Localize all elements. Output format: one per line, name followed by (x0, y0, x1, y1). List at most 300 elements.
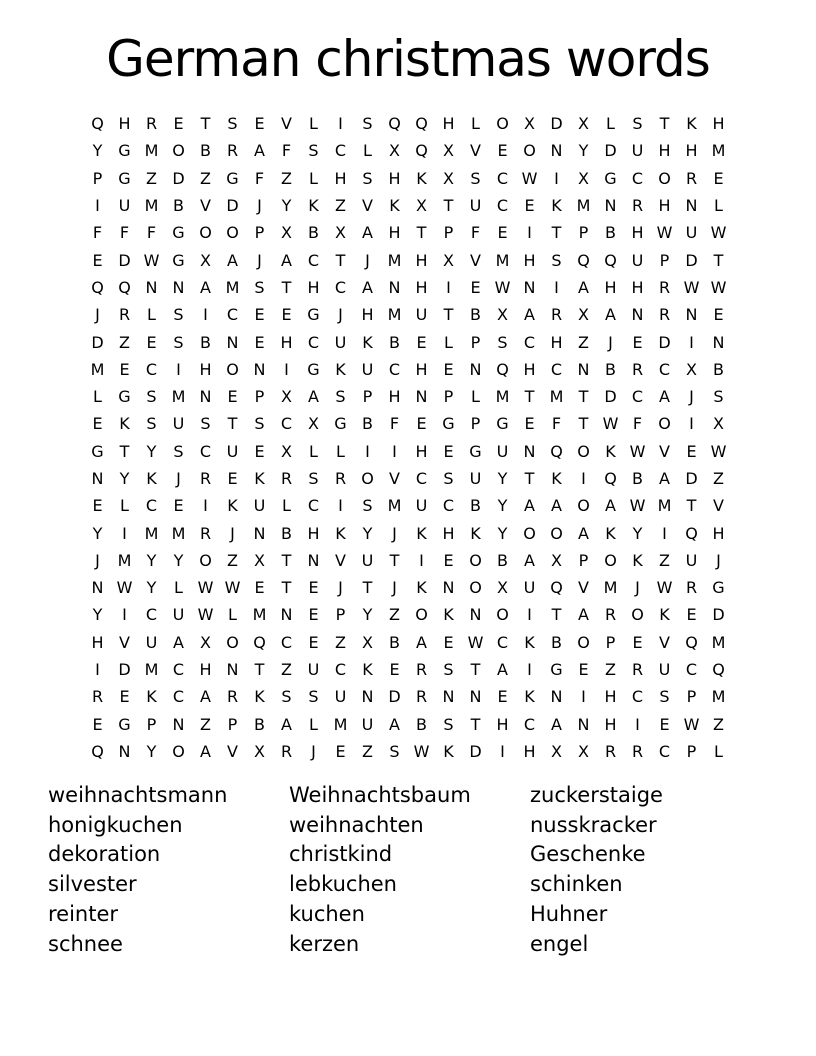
grid-cell: W (656, 223, 673, 243)
grid-cell: Z (713, 714, 724, 734)
grid-cell: I (203, 496, 208, 516)
grid-cell: V (578, 578, 589, 598)
grid-cell: K (362, 332, 373, 352)
grid-cell: B (416, 714, 427, 734)
grid-cell: I (419, 550, 424, 570)
word-item: nusskracker (530, 812, 657, 837)
grid-cell: T (281, 277, 292, 297)
grid-row (84, 383, 732, 410)
grid-cell: C (145, 496, 158, 516)
grid-cell: O (496, 114, 509, 134)
grid-cell: M (333, 714, 348, 734)
grid-cell: T (362, 578, 373, 598)
word-item: kerzen (289, 931, 360, 956)
grid-cell: X (713, 414, 724, 434)
grid-cell: C (496, 196, 509, 216)
grid-cell: X (281, 387, 292, 407)
grid-cell: H (523, 741, 536, 761)
grid-cell: Q (496, 359, 509, 379)
grid-cell: C (631, 387, 644, 407)
grid-cell: Z (335, 196, 346, 216)
grid-cell: B (605, 359, 616, 379)
grid-cell: T (335, 250, 346, 270)
grid-cell: H (631, 277, 644, 297)
grid-cell: A (524, 496, 535, 516)
grid-cell: E (227, 387, 238, 407)
grid-cell: A (605, 305, 616, 325)
grid-cell: L (363, 141, 372, 161)
grid-cell: V (470, 250, 481, 270)
grid-cell: P (443, 387, 454, 407)
grid-cell: K (146, 687, 157, 707)
grid-cell: I (392, 441, 397, 461)
grid-cell: M (144, 660, 159, 680)
grid-cell: B (281, 523, 292, 543)
grid-cell: C (550, 359, 563, 379)
grid-cell: H (415, 250, 428, 270)
grid-cell: T (578, 414, 589, 434)
word-item: Geschenke (530, 842, 646, 867)
grid-cell: B (308, 223, 319, 243)
grid-cell: Q (604, 250, 617, 270)
grid-cell: N (685, 305, 698, 325)
grid-cell: R (145, 114, 158, 134)
grid-cell: U (631, 141, 644, 161)
grid-cell: P (335, 605, 346, 625)
grid-cell: L (444, 332, 453, 352)
grid-cell: T (281, 578, 292, 598)
grid-cell: R (334, 469, 347, 488)
word-item: schinken (530, 872, 623, 897)
grid-cell: K (254, 469, 265, 488)
grid-cell: Q (388, 114, 401, 134)
grid-cell: W (629, 496, 646, 516)
grid-cell: N (550, 687, 563, 707)
grid-cell: V (362, 196, 373, 216)
grid-cell: P (227, 714, 238, 734)
grid-cell: L (714, 741, 723, 761)
grid-cell: W (629, 441, 646, 461)
grid-cell: D (172, 168, 185, 188)
grid-cell: A (605, 496, 616, 516)
grid-cell: W (710, 277, 727, 297)
grid-cell: R (631, 660, 644, 680)
word-list-column (48, 781, 227, 959)
grid-cell: V (119, 632, 130, 652)
grid-cell: U (253, 496, 266, 516)
grid-cell: K (416, 578, 427, 598)
grid-cell: T (470, 714, 481, 734)
grid-cell: D (685, 250, 698, 270)
grid-cell: S (659, 687, 670, 707)
grid-cell: N (172, 714, 185, 734)
grid-cell: O (577, 632, 590, 652)
grid-cell: S (443, 714, 454, 734)
word-item: zuckerstaige (530, 783, 663, 807)
grid-cell: A (281, 714, 292, 734)
grid-cell: F (281, 141, 292, 161)
grid-cell: O (469, 550, 482, 570)
grid-cell: S (362, 114, 373, 134)
grid-cell: C (280, 414, 293, 434)
grid-cell: B (470, 305, 481, 325)
grid-cell: T (686, 496, 697, 516)
grid-cell: M (495, 387, 510, 407)
grid-cell: S (254, 277, 265, 297)
grid-cell: M (117, 550, 132, 570)
grid-cell: H (118, 114, 131, 134)
grid-cell: G (550, 660, 563, 680)
grid-cell: S (173, 441, 184, 461)
grid-cell: C (145, 605, 158, 625)
grid-cell: J (95, 550, 100, 570)
grid-cell: S (281, 687, 292, 707)
grid-cell: Y (497, 523, 508, 543)
grid-cell: I (554, 277, 559, 297)
grid-cell: K (308, 196, 319, 216)
grid-cell: Z (659, 550, 670, 570)
grid-cell: N (226, 332, 239, 352)
grid-cell: Y (92, 605, 103, 625)
grid-cell: Y (119, 469, 130, 488)
grid-cell: C (172, 687, 185, 707)
grid-cell: N (388, 277, 401, 297)
grid-cell: I (527, 605, 532, 625)
grid-cell: P (470, 414, 481, 434)
grid-cell: K (686, 114, 697, 134)
grid-cell: N (253, 523, 266, 543)
grid-cell: E (713, 305, 724, 325)
grid-cell: E (497, 223, 508, 243)
grid-cell: M (171, 387, 186, 407)
grid-cell: T (254, 660, 265, 680)
grid-cell: T (443, 196, 454, 216)
grid-cell: G (172, 250, 185, 270)
grid-cell: S (227, 114, 238, 134)
grid-cell: O (577, 441, 590, 461)
grid-cell: B (713, 359, 724, 379)
grid-cell: A (551, 496, 562, 516)
grid-cell: C (685, 660, 698, 680)
grid-cell: O (496, 605, 509, 625)
grid-cell: G (172, 223, 185, 243)
grid-cell: C (307, 496, 320, 516)
grid-cell: T (281, 550, 292, 570)
grid-cell: I (527, 223, 532, 243)
grid-cell: I (689, 414, 694, 434)
grid-cell: K (254, 687, 265, 707)
grid-cell: Q (685, 523, 698, 543)
grid-cell: H (199, 359, 212, 379)
grid-cell: H (658, 196, 671, 216)
grid-cell: T (524, 469, 535, 488)
grid-cell: X (686, 359, 697, 379)
grid-cell: E (632, 632, 643, 652)
grid-cell: W (467, 632, 484, 652)
grid-cell: Q (415, 141, 428, 161)
grid-cell: S (146, 387, 157, 407)
grid-cell: R (550, 305, 563, 325)
grid-cell: Y (578, 141, 589, 161)
grid-cell: J (311, 741, 316, 761)
grid-cell: J (392, 523, 397, 543)
grid-cell: R (631, 741, 644, 761)
grid-cell: H (280, 332, 293, 352)
grid-cell: X (281, 441, 292, 461)
grid-cell: X (362, 632, 373, 652)
grid-cell: M (603, 578, 618, 598)
grid-cell: E (92, 414, 103, 434)
grid-cell: I (446, 277, 451, 297)
grid-cell: K (416, 523, 427, 543)
grid-cell: T (713, 250, 724, 270)
grid-cell: I (365, 441, 370, 461)
word-search-grid (84, 110, 732, 765)
grid-cell: P (254, 387, 265, 407)
grid-cell: H (334, 168, 347, 188)
grid-cell: H (361, 305, 374, 325)
grid-cell: H (658, 141, 671, 161)
grid-cell: S (362, 168, 373, 188)
grid-cell: B (632, 469, 643, 488)
grid-cell: I (662, 523, 667, 543)
grid-cell: L (120, 496, 129, 516)
grid-row (84, 492, 732, 519)
grid-cell: L (471, 387, 480, 407)
grid-cell: V (281, 114, 292, 134)
word-item: schnee (48, 931, 123, 956)
grid-cell: G (496, 414, 509, 434)
grid-cell: F (119, 223, 130, 243)
grid-cell: G (307, 359, 320, 379)
grid-cell: U (631, 250, 644, 270)
grid-cell: X (443, 250, 454, 270)
grid-cell: T (551, 223, 562, 243)
grid-cell: E (470, 277, 481, 297)
grid-cell: D (658, 332, 671, 352)
grid-cell: C (334, 277, 347, 297)
grid-cell: O (469, 578, 482, 598)
grid-cell: H (523, 359, 536, 379)
grid-cell: Q (253, 632, 266, 652)
grid-cell: L (309, 168, 318, 188)
grid-cell: M (90, 359, 105, 379)
grid-cell: I (581, 687, 586, 707)
grid-cell: R (415, 660, 428, 680)
grid-cell: M (387, 305, 402, 325)
grid-cell: E (146, 332, 157, 352)
grid-cell: P (92, 168, 103, 188)
grid-cell: A (200, 277, 211, 297)
grid-cell: V (470, 141, 481, 161)
grid-cell: O (226, 632, 239, 652)
grid-cell: M (171, 523, 186, 543)
grid-cell: Y (92, 523, 103, 543)
grid-cell: L (336, 441, 345, 461)
grid-cell: W (683, 277, 700, 297)
grid-cell: E (254, 114, 265, 134)
grid-cell: M (549, 387, 564, 407)
grid-cell: N (91, 469, 104, 488)
grid-cell: X (254, 741, 265, 761)
grid-cell: I (176, 359, 181, 379)
grid-cell: K (335, 523, 346, 543)
grid-cell: B (362, 414, 373, 434)
grid-cell: I (203, 305, 208, 325)
grid-cell: B (470, 496, 481, 516)
grid-cell: R (280, 469, 293, 488)
grid-cell: J (95, 305, 100, 325)
grid-cell: I (554, 168, 559, 188)
grid-cell: S (335, 387, 346, 407)
grid-cell: Q (550, 578, 563, 598)
grid-cell: L (282, 496, 291, 516)
grid-cell: C (658, 741, 671, 761)
grid-cell: X (497, 578, 508, 598)
grid-cell: N (469, 687, 482, 707)
grid-cell: Y (146, 741, 157, 761)
word-list-column (289, 781, 471, 959)
grid-cell: N (712, 332, 725, 352)
grid-cell: E (524, 196, 535, 216)
grid-cell: L (471, 114, 480, 134)
grid-cell: H (712, 114, 725, 134)
grid-cell: S (443, 469, 454, 488)
grid-row (84, 246, 732, 273)
grid-cell: H (442, 523, 455, 543)
grid-cell: W (143, 250, 160, 270)
grid-cell: K (362, 660, 373, 680)
grid-cell: J (716, 550, 721, 570)
grid-cell: B (200, 332, 211, 352)
grid-cell: M (144, 523, 159, 543)
grid-cell: O (172, 741, 185, 761)
grid-cell: Z (281, 168, 292, 188)
grid-cell: U (172, 605, 185, 625)
grid-cell: P (254, 223, 265, 243)
grid-cell: H (307, 277, 320, 297)
grid-cell: W (656, 578, 673, 598)
grid-cell: D (712, 605, 725, 625)
grid-cell: H (388, 387, 401, 407)
grid-cell: J (365, 250, 370, 270)
grid-cell: F (146, 223, 157, 243)
grid-cell: L (606, 114, 615, 134)
grid-cell: X (416, 196, 427, 216)
grid-cell: C (658, 359, 671, 379)
grid-cell: E (443, 441, 454, 461)
grid-cell: K (389, 196, 400, 216)
grid-cell: K (551, 196, 562, 216)
word-item: weihnachtsmann (48, 783, 228, 807)
grid-cell: E (578, 660, 589, 680)
grid-cell: X (335, 223, 346, 243)
grid-row (84, 328, 732, 355)
grid-cell: T (659, 114, 670, 134)
grid-cell: J (689, 387, 694, 407)
grid-cell: R (118, 305, 131, 325)
grid-cell: Q (604, 469, 617, 488)
grid-cell: O (631, 605, 644, 625)
grid-row (84, 574, 732, 601)
grid-cell: M (387, 250, 402, 270)
grid-cell: A (524, 305, 535, 325)
grid-cell: Y (362, 523, 373, 543)
grid-cell: D (604, 141, 617, 161)
grid-row (84, 738, 732, 765)
grid-cell: L (309, 114, 318, 134)
grid-cell: W (224, 578, 241, 598)
grid-cell: T (578, 387, 589, 407)
grid-cell: A (281, 250, 292, 270)
grid-cell: B (200, 141, 211, 161)
grid-cell: E (308, 578, 319, 598)
grid-cell: E (254, 305, 265, 325)
grid-cell: E (497, 687, 508, 707)
grid-cell: X (308, 414, 319, 434)
grid-cell: E (308, 632, 319, 652)
grid-row (84, 110, 732, 137)
grid-cell: I (284, 359, 289, 379)
grid-cell: E (524, 414, 535, 434)
grid-cell: O (577, 496, 590, 516)
grid-cell: X (551, 741, 562, 761)
grid-cell: N (577, 714, 590, 734)
grid-cell: S (146, 414, 157, 434)
page-title: German christmas words (106, 30, 710, 88)
grid-cell: N (685, 196, 698, 216)
grid-cell: K (146, 469, 157, 488)
grid-cell: Q (91, 741, 104, 761)
grid-cell: R (631, 196, 644, 216)
grid-cell: J (338, 578, 343, 598)
grid-cell: L (714, 196, 723, 216)
grid-row (84, 519, 732, 546)
grid-cell: O (199, 223, 212, 243)
grid-cell: H (307, 523, 320, 543)
grid-cell: S (443, 660, 454, 680)
grid-cell: S (200, 414, 211, 434)
grid-cell: M (711, 632, 726, 652)
grid-cell: K (119, 414, 130, 434)
grid-cell: E (254, 332, 265, 352)
grid-cell: G (604, 168, 617, 188)
grid-cell: U (361, 550, 374, 570)
grid-cell: D (226, 196, 239, 216)
grid-cell: V (659, 441, 670, 461)
grid-cell: R (415, 687, 428, 707)
grid-cell: U (145, 632, 158, 652)
grid-cell: Z (119, 332, 130, 352)
grid-cell: A (659, 387, 670, 407)
grid-cell: Z (389, 605, 400, 625)
grid-cell: E (443, 632, 454, 652)
grid-cell: X (443, 168, 454, 188)
grid-cell: M (711, 141, 726, 161)
grid-cell: F (470, 223, 481, 243)
grid-cell: I (338, 114, 343, 134)
grid-cell: E (443, 550, 454, 570)
grid-cell: D (604, 387, 617, 407)
grid-cell: G (334, 414, 347, 434)
grid-cell: I (122, 523, 127, 543)
grid-cell: A (200, 687, 211, 707)
grid-cell: N (442, 578, 455, 598)
grid-cell: N (523, 277, 536, 297)
word-item: dekoration (48, 842, 161, 867)
grid-cell: R (685, 578, 698, 598)
grid-cell: O (523, 141, 536, 161)
